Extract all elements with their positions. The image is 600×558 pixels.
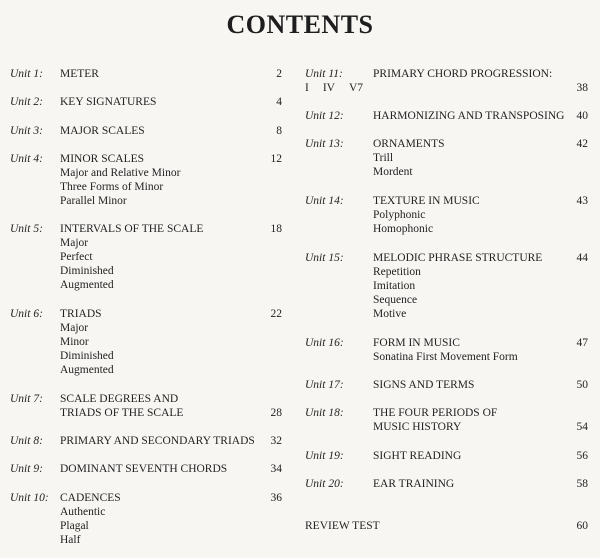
toc-entry-unit-16[interactable] (305, 336, 588, 364)
toc-entry-unit-14[interactable] (305, 194, 588, 236)
page-number: 34 (270, 463, 282, 475)
unit-label: Unit 9: (10, 463, 43, 475)
unit-label: Unit 18: (305, 407, 344, 419)
unit-label: Unit 20: (305, 478, 344, 490)
unit-heading: SCALE DEGREES AND (60, 393, 179, 405)
unit-heading: EAR TRAINING (373, 478, 455, 490)
page-number: 38 (576, 82, 588, 94)
page-number: 56 (576, 450, 588, 462)
chord-numerals (305, 81, 588, 95)
unit-heading: MAJOR SCALES (60, 125, 145, 137)
unit-label: Unit 4: (10, 153, 43, 165)
unit-heading: ORNAMENTS (373, 138, 445, 150)
page-number: 54 (576, 421, 588, 433)
unit-heading: TEXTURE IN MUSIC (373, 195, 480, 207)
unit-label: Unit 6: (10, 308, 43, 320)
subtopic: Perfect (60, 251, 93, 263)
unit-heading: TRIADS (60, 308, 102, 320)
numeral-v7: V7 (348, 82, 364, 94)
unit-label: Unit 16: (305, 337, 344, 349)
unit-label: Unit 3: (10, 125, 43, 137)
page-number: 40 (576, 110, 588, 122)
subtopic: Sonatina First Movement Form (373, 351, 518, 363)
subtopic: Polyphonic (373, 209, 426, 221)
page-number: 58 (576, 478, 588, 490)
toc-entry-unit-18[interactable] (305, 406, 588, 434)
unit-label: Unit 1: (10, 68, 43, 80)
toc-entry-unit-6[interactable] (10, 307, 282, 377)
page-number: 4 (276, 96, 282, 108)
toc-entry-unit-11[interactable] (305, 67, 588, 95)
subtopic: Trill (373, 152, 394, 164)
subtopic: Minor (60, 336, 89, 348)
unit-heading: SIGNS AND TERMS (373, 379, 475, 391)
unit-label: Unit 17: (305, 379, 344, 391)
toc-entry-unit-10[interactable] (10, 491, 282, 547)
page-number: 43 (576, 195, 588, 207)
unit-label: Unit 12: (305, 110, 344, 122)
page-number: 32 (270, 435, 282, 447)
unit-heading: MELODIC PHRASE STRUCTURE (373, 252, 543, 264)
unit-label: Unit 11: (305, 68, 343, 80)
page-title: CONTENTS (226, 10, 374, 39)
unit-label: Unit 7: (10, 393, 43, 405)
toc-entry-unit-13[interactable] (305, 137, 588, 179)
numeral-iv: IV (322, 82, 335, 94)
subtopic: Major (60, 322, 89, 334)
toc-entry-unit-8[interactable] (10, 434, 282, 448)
page-number: 47 (576, 337, 588, 349)
toc-entry-unit-20[interactable] (305, 477, 588, 491)
page-number: 36 (270, 492, 282, 504)
toc-entry-unit-7[interactable] (10, 392, 282, 420)
page-number: 22 (270, 308, 282, 320)
page-number: 18 (270, 223, 282, 235)
unit-heading: METER (60, 68, 99, 80)
toc-entry-unit-15[interactable] (305, 251, 588, 321)
subtopic: Authentic (60, 506, 106, 518)
unit-heading: DOMINANT SEVENTH CHORDS (60, 463, 228, 475)
subtopic: Motive (373, 308, 407, 320)
unit-heading: KEY SIGNATURES (60, 96, 157, 108)
toc-entry-unit-9[interactable] (10, 462, 282, 476)
toc-entry-review-test[interactable] (305, 519, 588, 533)
toc-entry-unit-5[interactable] (10, 222, 282, 292)
unit-heading-line-2: MUSIC HISTORY (373, 421, 462, 433)
unit-heading: INTERVALS OF THE SCALE (60, 223, 204, 235)
subtopic: Augmented (60, 364, 114, 376)
unit-heading: FORM IN MUSIC (373, 337, 460, 349)
toc-entry-unit-2[interactable] (10, 95, 282, 109)
toc-entry-unit-17[interactable] (305, 378, 588, 392)
page-number: 44 (576, 252, 588, 264)
subtopic: Plagal (60, 520, 89, 532)
page-number: 28 (270, 407, 282, 419)
unit-label: Unit 15: (305, 252, 344, 264)
page-number: 50 (576, 379, 588, 391)
page-number: 42 (576, 138, 588, 150)
unit-heading: SIGHT READING (373, 450, 462, 462)
unit-heading: THE FOUR PERIODS OF (373, 407, 498, 419)
unit-label: Unit 5: (10, 223, 43, 235)
toc-entry-unit-19[interactable] (305, 449, 588, 463)
subtopic: Parallel Minor (60, 195, 127, 207)
page-number: 12 (270, 153, 282, 165)
unit-label: Unit 8: (10, 435, 43, 447)
unit-label: Unit 19: (305, 450, 344, 462)
subtopic: Three Forms of Minor (60, 181, 164, 193)
numeral-i: I (305, 82, 309, 94)
subtopic: Half (60, 534, 81, 546)
subtopic: Repetition (373, 266, 421, 278)
unit-label: Unit 2: (10, 96, 43, 108)
toc-entry-unit-4[interactable] (10, 152, 282, 208)
subtopic: Imitation (373, 280, 416, 292)
subtopic: Major and Relative Minor (60, 167, 181, 179)
unit-heading-line-2: TRIADS OF THE SCALE (60, 407, 184, 419)
page-number: 8 (276, 125, 282, 137)
unit-label: Unit 10: (10, 492, 49, 504)
unit-heading: CADENCES (60, 492, 121, 504)
subtopic: Mordent (373, 166, 413, 178)
unit-heading: PRIMARY AND SECONDARY TRIADS (60, 435, 255, 447)
review-test-heading: REVIEW TEST (305, 520, 380, 532)
page-number: 2 (276, 68, 282, 80)
subtopic: Diminished (60, 350, 114, 362)
subtopic: Major (60, 237, 89, 249)
page-number: 60 (576, 520, 588, 532)
subtopic: Sequence (373, 294, 418, 306)
unit-heading: PRIMARY CHORD PROGRESSION: (373, 68, 553, 80)
subtopic: Augmented (60, 279, 114, 291)
subtopic: Diminished (60, 265, 114, 277)
unit-heading: MINOR SCALES (60, 153, 145, 165)
unit-label: Unit 14: (305, 195, 344, 207)
subtopic: Homophonic (373, 223, 434, 235)
unit-label: Unit 13: (305, 138, 344, 150)
toc-entry-unit-12[interactable] (305, 109, 588, 123)
toc-entry-unit-3[interactable] (10, 124, 282, 138)
toc-entry-unit-1[interactable] (10, 67, 282, 81)
unit-heading: HARMONIZING AND TRANSPOSING (373, 110, 565, 122)
